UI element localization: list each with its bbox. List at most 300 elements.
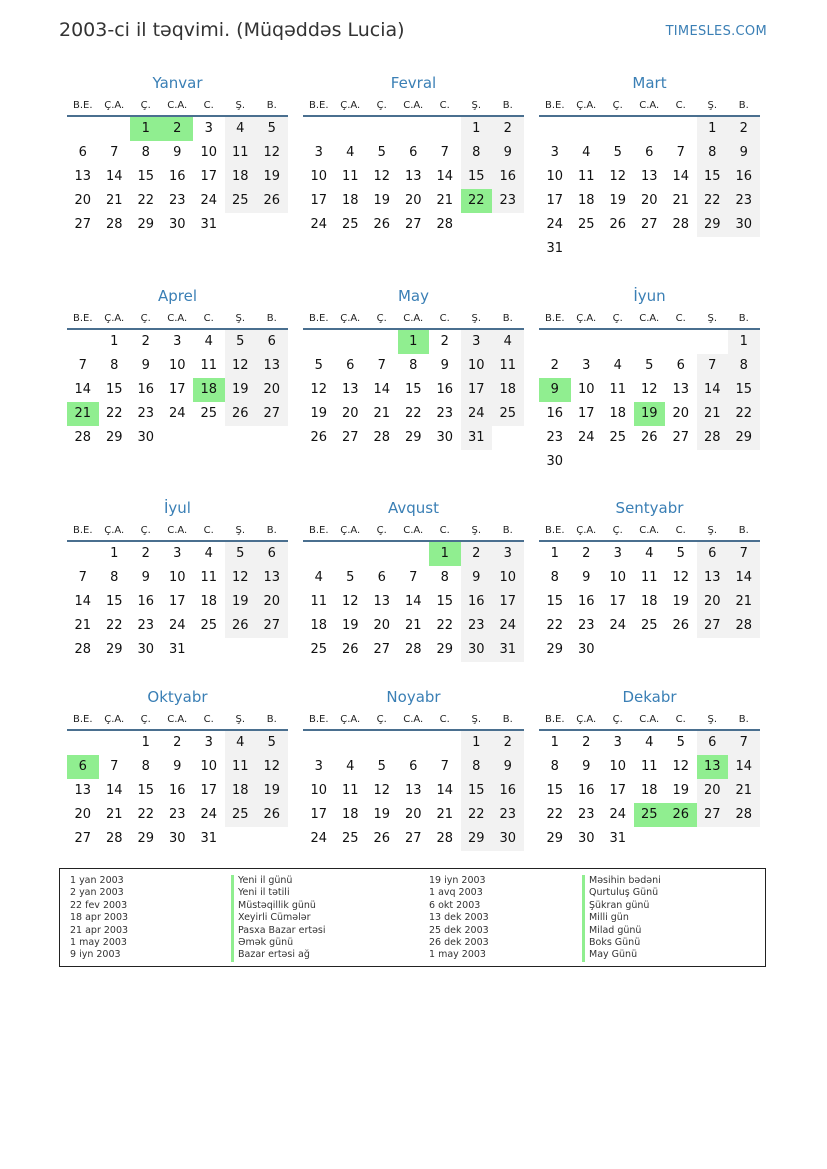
weekday-label: B.E. <box>72 525 93 536</box>
empty-cell <box>634 330 666 354</box>
day-cell: 21 <box>373 406 391 421</box>
day-cell: 7 <box>676 145 685 160</box>
day-cell: 7 <box>728 731 760 755</box>
day-cell: 27 <box>640 217 658 232</box>
weekday-label: Ç.A. <box>104 525 125 536</box>
day-cell: 4 <box>346 145 355 160</box>
day-cell: 28 <box>436 217 454 232</box>
day-cell: 4 <box>225 731 257 755</box>
day-cell: 30 <box>137 430 155 445</box>
day-cell: 18 <box>640 783 658 798</box>
day-cell: 30 <box>461 638 493 662</box>
empty-cell <box>602 330 634 354</box>
day-cell: 2 <box>728 117 760 141</box>
day-cell: 16 <box>168 783 186 798</box>
day-cell: 21 <box>436 193 454 208</box>
empty-cell <box>571 237 603 261</box>
day-cell: 12 <box>256 755 288 779</box>
day-cell: 23 <box>137 406 155 421</box>
day-cell: 29 <box>105 642 123 657</box>
weekday-label: Ş. <box>471 100 482 111</box>
empty-cell <box>256 638 288 662</box>
day-cell: 27 <box>256 402 288 426</box>
weekday-label: Ç. <box>376 100 387 111</box>
week-row <box>67 189 288 213</box>
day-cell: 24 <box>168 618 186 633</box>
empty-cell <box>571 117 603 141</box>
legend-entry: May Günü <box>582 949 661 961</box>
day-cell: 6 <box>377 570 386 585</box>
day-cell: 4 <box>346 759 355 774</box>
day-cell: 31 <box>168 642 186 657</box>
day-cell: 5 <box>676 735 685 750</box>
day-cell: 5 <box>613 145 622 160</box>
day-cell: 13 <box>74 169 92 184</box>
day-cell: 10 <box>577 382 595 397</box>
day-cell: 9 <box>440 358 449 373</box>
weekday-label: Ç. <box>612 525 623 536</box>
weekday-label: Ç.A. <box>104 100 125 111</box>
day-cell: 2 <box>461 542 493 566</box>
weekday-label: Ş. <box>235 313 246 324</box>
day-cell: 23 <box>577 807 595 822</box>
weekday-header <box>67 97 288 117</box>
day-cell: 29 <box>461 827 493 851</box>
day-cell: 15 <box>461 779 493 803</box>
weekday-label: Ş. <box>235 100 246 111</box>
day-cell: 1 <box>141 735 150 750</box>
day-cell: 3 <box>173 334 182 349</box>
day-cell: 11 <box>225 141 257 165</box>
day-cell: 28 <box>404 642 422 657</box>
day-cell: 3 <box>461 330 493 354</box>
day-cell: 18 <box>225 779 257 803</box>
empty-cell <box>492 426 524 450</box>
empty-cell <box>335 542 367 566</box>
day-cell: 28 <box>105 831 123 846</box>
day-cell: 1 <box>461 117 493 141</box>
week-row <box>303 378 524 402</box>
day-cell: 18 <box>577 193 595 208</box>
week-row <box>303 827 524 851</box>
legend-entry: Bazar ertəsi ağ <box>231 949 326 961</box>
legend-entry: Yeni il tətili <box>231 887 326 899</box>
day-cell: 22 <box>105 618 123 633</box>
day-cell: 24 <box>310 217 328 232</box>
empty-cell <box>303 330 335 354</box>
weekday-label: B.E. <box>72 714 93 725</box>
weekday-label: Ç. <box>376 313 387 324</box>
weekday-label: B. <box>738 100 749 111</box>
day-cell: 5 <box>346 570 355 585</box>
day-cell: 16 <box>137 382 155 397</box>
weekday-label: C.A. <box>403 525 424 536</box>
day-cell: 21 <box>697 402 729 426</box>
legend-entry: Müstəqillik günü <box>231 900 326 912</box>
day-cell: 15 <box>436 594 454 609</box>
day-cell: 29 <box>436 642 454 657</box>
weekday-header <box>67 310 288 330</box>
week-row <box>67 402 288 426</box>
empty-cell <box>99 117 131 141</box>
day-cell: 22 <box>105 406 123 421</box>
day-cell: 25 <box>225 803 257 827</box>
week-row <box>539 566 760 590</box>
day-cell: 9 <box>582 570 591 585</box>
week-row <box>303 566 524 590</box>
month-name: Yanvar <box>152 74 203 92</box>
day-cell: 8 <box>409 358 418 373</box>
month-name: Oktyabr <box>147 688 208 706</box>
day-cell: 1 <box>398 330 430 354</box>
legend-entry: Əmək günü <box>231 937 326 949</box>
day-cell: 3 <box>173 546 182 561</box>
legend-entry: Milad günü <box>582 925 661 937</box>
legend-entry: 22 fev 2003 <box>70 899 128 911</box>
day-cell: 7 <box>78 358 87 373</box>
week-row <box>303 213 524 237</box>
legend-entry: Yeni il günü <box>231 875 326 887</box>
day-cell: 4 <box>645 546 654 561</box>
day-cell: 16 <box>168 169 186 184</box>
day-cell: 11 <box>492 354 524 378</box>
day-cell: 5 <box>256 117 288 141</box>
day-cell: 23 <box>168 807 186 822</box>
day-cell: 15 <box>546 594 564 609</box>
day-cell: 3 <box>613 735 622 750</box>
weekday-label: Ş. <box>471 313 482 324</box>
week-row <box>539 614 760 638</box>
day-cell: 17 <box>492 590 524 614</box>
day-cell: 25 <box>200 618 218 633</box>
day-cell: 18 <box>310 618 328 633</box>
month-name: Noyabr <box>386 688 441 706</box>
weekday-label: Ş. <box>471 714 482 725</box>
day-cell: 14 <box>74 382 92 397</box>
empty-cell <box>193 426 225 450</box>
weekday-label: Ç. <box>376 714 387 725</box>
weekday-header <box>67 522 288 542</box>
day-cell: 26 <box>672 618 690 633</box>
day-cell: 3 <box>613 546 622 561</box>
weekday-label: Ç. <box>140 313 151 324</box>
day-cell: 27 <box>697 803 729 827</box>
month-9 <box>539 497 760 662</box>
week-row <box>539 117 760 141</box>
empty-cell <box>602 638 634 662</box>
day-cell: 12 <box>672 759 690 774</box>
weekday-label: B. <box>502 525 513 536</box>
week-row <box>303 354 524 378</box>
empty-cell <box>99 731 131 755</box>
day-cell: 31 <box>200 831 218 846</box>
day-cell: 5 <box>377 759 386 774</box>
holiday-legend <box>59 868 766 967</box>
day-cell: 30 <box>577 831 595 846</box>
legend-names-1 <box>231 875 326 962</box>
day-cell: 4 <box>492 330 524 354</box>
day-cell: 5 <box>645 358 654 373</box>
day-cell: 1 <box>550 735 559 750</box>
day-cell: 23 <box>546 430 564 445</box>
day-cell: 10 <box>200 145 218 160</box>
week-row <box>303 426 524 450</box>
day-cell: 9 <box>728 141 760 165</box>
week-row <box>539 450 760 474</box>
week-row <box>67 165 288 189</box>
empty-cell <box>492 213 524 237</box>
day-cell: 19 <box>310 406 328 421</box>
day-cell: 5 <box>225 542 257 566</box>
weekday-label: C. <box>439 100 450 111</box>
day-cell: 19 <box>341 618 359 633</box>
day-cell: 30 <box>168 831 186 846</box>
day-cell: 21 <box>404 618 422 633</box>
day-cell: 14 <box>105 783 123 798</box>
day-cell: 7 <box>110 145 119 160</box>
day-cell: 6 <box>697 542 729 566</box>
day-cell: 8 <box>697 141 729 165</box>
day-cell: 13 <box>404 169 422 184</box>
day-cell: 7 <box>110 759 119 774</box>
empty-cell <box>256 827 288 851</box>
week-row <box>539 378 760 402</box>
empty-cell <box>429 117 461 141</box>
weekday-label: Ç.A. <box>340 313 361 324</box>
legend-entry: 18 apr 2003 <box>70 912 129 924</box>
weekday-label: C. <box>675 313 686 324</box>
week-row <box>303 402 524 426</box>
weekday-label: B.E. <box>544 100 565 111</box>
day-cell: 9 <box>173 145 182 160</box>
day-cell: 26 <box>341 642 359 657</box>
weekday-label: Ç.A. <box>576 714 597 725</box>
day-cell: 24 <box>546 217 564 232</box>
day-cell: 7 <box>697 354 729 378</box>
empty-cell <box>225 827 257 851</box>
day-cell: 27 <box>404 217 422 232</box>
day-cell: 29 <box>105 430 123 445</box>
empty-cell <box>634 450 666 474</box>
day-cell: 27 <box>672 430 690 445</box>
month-name: Dekabr <box>622 688 677 706</box>
weekday-label: B.E. <box>308 714 329 725</box>
week-row <box>67 354 288 378</box>
day-cell: 27 <box>373 642 391 657</box>
empty-cell <box>67 117 99 141</box>
day-cell: 13 <box>697 566 729 590</box>
empty-cell <box>67 542 99 566</box>
legend-entry: Şükran günü <box>582 900 661 912</box>
weekday-label: B. <box>738 525 749 536</box>
week-row <box>539 827 760 851</box>
empty-cell <box>398 117 430 141</box>
day-cell: 7 <box>78 570 87 585</box>
legend-dates-1 <box>70 875 128 962</box>
week-row <box>539 755 760 779</box>
day-cell: 10 <box>546 169 564 184</box>
legend-entry: 1 may 2003 <box>429 949 486 961</box>
day-cell: 15 <box>461 165 493 189</box>
empty-cell <box>303 542 335 566</box>
week-row <box>303 542 524 566</box>
day-cell: 7 <box>377 358 386 373</box>
weekday-header <box>303 310 524 330</box>
weekday-label: B. <box>266 714 277 725</box>
empty-cell <box>225 426 257 450</box>
day-cell: 3 <box>492 542 524 566</box>
week-row <box>539 189 760 213</box>
day-cell: 25 <box>341 217 359 232</box>
month-name: İyun <box>633 287 666 305</box>
day-cell: 1 <box>550 546 559 561</box>
day-cell: 20 <box>640 193 658 208</box>
weekday-label: C.A. <box>167 100 188 111</box>
week-row <box>539 402 760 426</box>
week-row <box>67 141 288 165</box>
empty-cell <box>602 450 634 474</box>
month-name: May <box>397 287 429 305</box>
day-cell: 20 <box>672 406 690 421</box>
empty-cell <box>665 330 697 354</box>
day-cell: 25 <box>225 189 257 213</box>
weekday-label: B.E. <box>308 100 329 111</box>
empty-cell <box>728 638 760 662</box>
month-11 <box>303 686 524 851</box>
day-cell: 8 <box>728 354 760 378</box>
brand-link[interactable]: TIMESLES.COM <box>665 24 767 39</box>
day-cell: 18 <box>640 594 658 609</box>
weekday-label: C.A. <box>639 100 660 111</box>
week-row <box>539 141 760 165</box>
day-cell: 17 <box>310 807 328 822</box>
month-name: Aprel <box>157 287 198 305</box>
day-cell: 20 <box>697 779 729 803</box>
day-cell: 5 <box>314 358 323 373</box>
day-cell: 13 <box>341 382 359 397</box>
day-cell: 13 <box>697 755 729 779</box>
month-name: Avqust <box>388 499 439 517</box>
empty-cell <box>366 330 398 354</box>
day-cell: 26 <box>256 803 288 827</box>
day-cell: 30 <box>577 642 595 657</box>
weekday-label: C. <box>675 525 686 536</box>
day-cell: 16 <box>137 594 155 609</box>
day-cell: 3 <box>314 759 323 774</box>
day-cell: 6 <box>409 145 418 160</box>
day-cell: 23 <box>168 193 186 208</box>
day-cell: 9 <box>582 759 591 774</box>
day-cell: 14 <box>672 169 690 184</box>
day-cell: 23 <box>577 618 595 633</box>
day-cell: 28 <box>697 426 729 450</box>
day-cell: 15 <box>137 783 155 798</box>
weekday-label: C. <box>675 714 686 725</box>
day-cell: 20 <box>697 590 729 614</box>
day-cell: 5 <box>225 330 257 354</box>
week-row <box>303 731 524 755</box>
day-cell: 19 <box>225 378 257 402</box>
day-cell: 12 <box>341 594 359 609</box>
empty-cell <box>67 330 99 354</box>
day-cell: 2 <box>173 735 182 750</box>
weekday-label: Ç.A. <box>576 100 597 111</box>
day-cell: 25 <box>492 402 524 426</box>
day-cell: 31 <box>546 241 564 256</box>
legend-dates-2 <box>429 875 489 962</box>
week-row <box>67 731 288 755</box>
weekday-label: C.A. <box>403 313 424 324</box>
day-cell: 8 <box>550 759 559 774</box>
day-cell: 27 <box>404 831 422 846</box>
day-cell: 11 <box>225 755 257 779</box>
legend-entry: 25 dek 2003 <box>429 924 489 936</box>
day-cell: 14 <box>436 783 454 798</box>
legend-names-2 <box>582 875 661 962</box>
day-cell: 14 <box>728 566 760 590</box>
month-name: İyul <box>164 499 191 517</box>
day-cell: 13 <box>373 594 391 609</box>
day-cell: 17 <box>200 169 218 184</box>
empty-cell <box>634 117 666 141</box>
day-cell: 23 <box>461 614 493 638</box>
week-row <box>539 330 760 354</box>
legend-entry: 19 iyn 2003 <box>429 875 486 886</box>
day-cell: 2 <box>141 334 150 349</box>
day-cell: 19 <box>609 193 627 208</box>
weekday-label: Ş. <box>707 100 718 111</box>
empty-cell <box>728 450 760 474</box>
weekday-label: B.E. <box>544 313 565 324</box>
empty-cell <box>303 731 335 755</box>
day-cell: 1 <box>697 117 729 141</box>
day-cell: 21 <box>105 807 123 822</box>
day-cell: 4 <box>225 117 257 141</box>
day-cell: 4 <box>204 334 213 349</box>
day-cell: 14 <box>105 169 123 184</box>
day-cell: 24 <box>310 831 328 846</box>
weekday-label: B.E. <box>308 525 329 536</box>
day-cell: 11 <box>609 382 627 397</box>
week-row <box>67 426 288 450</box>
empty-cell <box>602 237 634 261</box>
day-cell: 26 <box>609 217 627 232</box>
month-3 <box>539 72 760 261</box>
day-cell: 23 <box>137 618 155 633</box>
day-cell: 29 <box>546 831 564 846</box>
week-row <box>303 638 524 662</box>
month-8 <box>303 497 524 662</box>
day-cell: 15 <box>137 169 155 184</box>
weekday-label: C.A. <box>167 714 188 725</box>
day-cell: 28 <box>436 831 454 846</box>
day-cell: 21 <box>105 193 123 208</box>
day-cell: 26 <box>665 803 697 827</box>
weekday-header <box>539 97 760 117</box>
weekday-label: C.A. <box>639 714 660 725</box>
day-cell: 24 <box>609 618 627 633</box>
day-cell: 24 <box>168 406 186 421</box>
legend-entry: 6 okt 2003 <box>429 899 481 911</box>
empty-cell <box>303 117 335 141</box>
empty-cell <box>398 731 430 755</box>
day-cell: 28 <box>105 217 123 232</box>
day-cell: 2 <box>141 546 150 561</box>
weekday-label: Ç.A. <box>340 525 361 536</box>
week-row <box>539 354 760 378</box>
weekday-label: B. <box>738 313 749 324</box>
week-row <box>303 614 524 638</box>
